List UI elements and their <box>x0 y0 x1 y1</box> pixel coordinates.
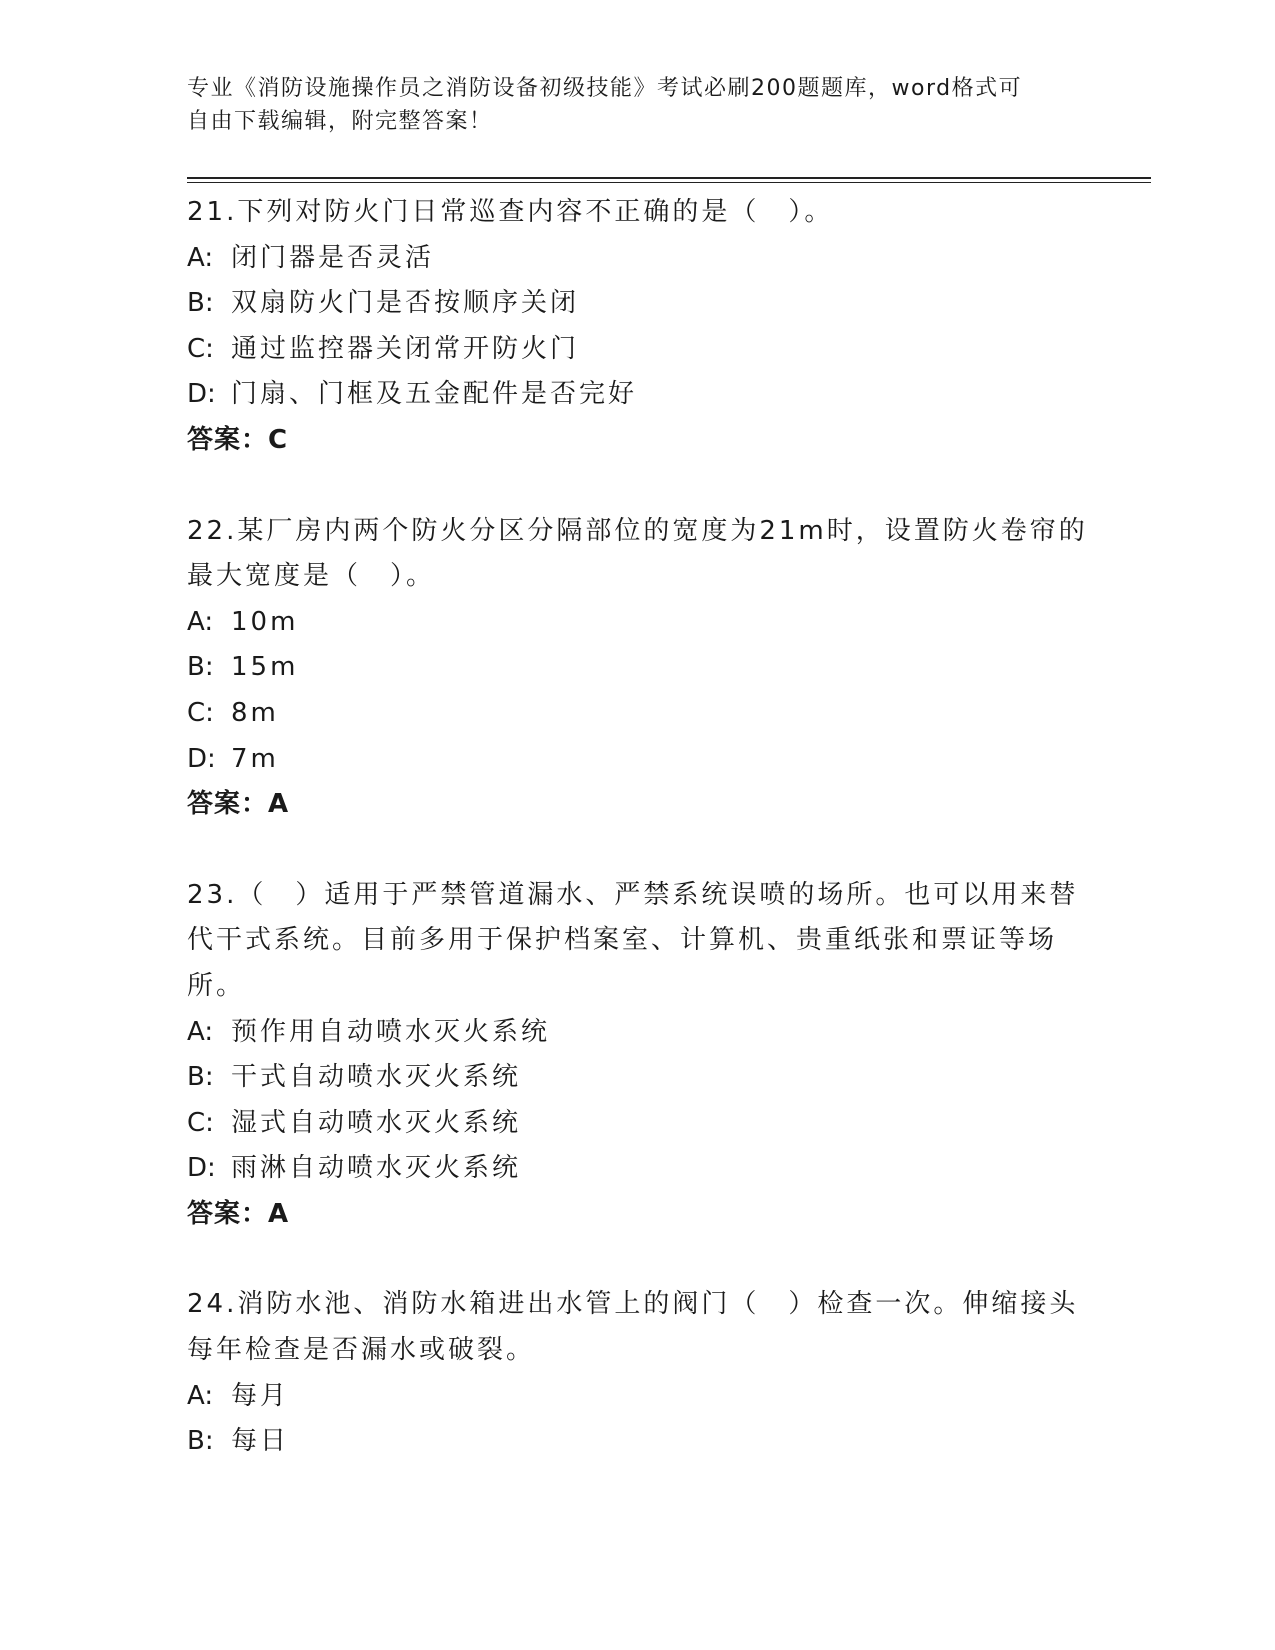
option-label: C: <box>187 333 214 364</box>
option-label: A: <box>187 1016 214 1047</box>
option-c <box>187 691 1087 737</box>
option-c <box>187 327 1087 373</box>
option-b <box>187 1055 1087 1101</box>
option-text: 双扇防火门是否按顺序关闭 <box>231 288 580 319</box>
answer-text: 答案：A <box>187 1198 290 1229</box>
document-header <box>187 72 1087 138</box>
question-24 <box>187 1282 1087 1464</box>
option-text: 通过监控器关闭常开防火门 <box>231 333 580 364</box>
option-text: 10m <box>231 606 299 637</box>
option-label: D: <box>187 379 216 410</box>
option-label: A: <box>187 1380 214 1411</box>
option-label: B: <box>187 1062 214 1093</box>
question-stem: 代干式系统。目前多用于保护档案室、计算机、贵重纸张和票证等场 <box>187 925 1058 956</box>
option-a <box>187 1374 1087 1420</box>
answer-text: 答案：C <box>187 424 289 455</box>
question-stem: 21.下列对防火门日常巡查内容不正确的是（ ）。 <box>187 197 834 227</box>
option-a <box>187 600 1087 646</box>
option-text: 湿式自动喷水灭火系统 <box>231 1107 522 1138</box>
question-stem: 24.消防水池、消防水箱进出水管上的阀门（ ）检查一次。伸缩接头 <box>187 1289 1079 1320</box>
question-stem: 所。 <box>187 970 246 1001</box>
option-a <box>187 236 1087 282</box>
option-text: 每日 <box>231 1426 290 1457</box>
option-label: A: <box>187 606 214 637</box>
question-stem: 最大宽度是（ ）。 <box>187 561 436 592</box>
option-label: C: <box>187 1107 214 1138</box>
answer-text: 答案：A <box>187 789 290 820</box>
option-text: 8m <box>231 697 279 728</box>
question-21 <box>187 190 1087 464</box>
option-text: 门扇、门框及五金配件是否完好 <box>231 379 638 410</box>
question-23 <box>187 873 1087 1238</box>
option-label: A: <box>187 242 214 273</box>
question-stem: 23.（ ）适用于严禁管道漏水、严禁系统误喷的场所。也可以用来替 <box>187 879 1079 910</box>
option-d <box>187 1146 1087 1192</box>
option-text: 7m <box>231 743 279 774</box>
option-a <box>187 1010 1087 1056</box>
option-text: 雨淋自动喷水灭火系统 <box>231 1153 522 1184</box>
option-label: D: <box>187 1153 216 1184</box>
option-label: B: <box>187 652 214 683</box>
option-b <box>187 645 1087 691</box>
option-text: 15m <box>231 652 299 683</box>
header-divider-thick <box>187 177 1151 179</box>
option-d <box>187 737 1087 783</box>
option-label: B: <box>187 1426 214 1457</box>
option-b <box>187 281 1087 327</box>
question-22 <box>187 509 1087 828</box>
question-list <box>187 190 1087 1510</box>
question-stem: 22.某厂房内两个防火分区分隔部位的宽度为21m时，设置防火卷帘的 <box>187 515 1088 546</box>
option-text: 闭门器是否灵活 <box>231 242 435 273</box>
option-c <box>187 1101 1087 1147</box>
header-title-line-2: 自由下载编辑，附完整答案！ <box>187 109 493 134</box>
option-d <box>187 372 1087 418</box>
option-text: 预作用自动喷水灭火系统 <box>231 1016 551 1047</box>
question-stem: 每年检查是否漏水或破裂。 <box>187 1335 536 1366</box>
option-text: 干式自动喷水灭火系统 <box>231 1062 522 1093</box>
option-text: 每月 <box>231 1380 290 1411</box>
option-b <box>187 1419 1087 1465</box>
option-label: C: <box>187 697 214 728</box>
header-divider-thin <box>187 182 1151 183</box>
header-title-line-1: 专业《消防设施操作员之消防设备初级技能》考试必刷200题题库，word格式可 <box>187 76 1023 101</box>
option-label: D: <box>187 743 216 774</box>
option-label: B: <box>187 288 214 319</box>
